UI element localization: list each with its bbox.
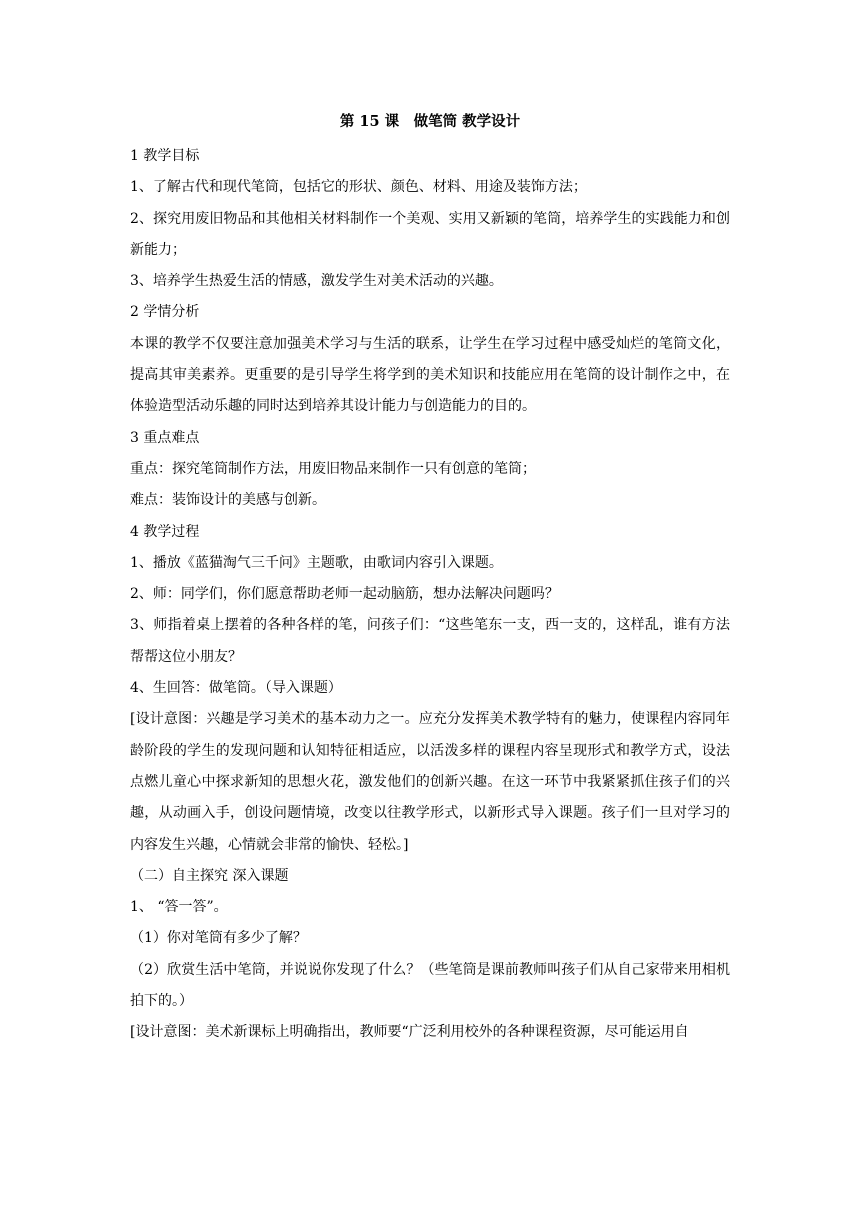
subsection-heading-explore: （二）自主探究 深入课题 xyxy=(130,867,289,884)
student-analysis-paragraph: 本课的教学不仅要注意加强美术学习与生活的联系，让学生在学习过程中感受灿烂的笔筒文化，提高其审美素养。更重要的是引导学生将学到的美术知识和技能应用在笔筒的设计制作之中，在体验造型活动乐趣的同时达到培养其设计能力与创造能力的目的。 xyxy=(130,335,730,415)
section-heading-student-analysis: 2 学情分析 xyxy=(130,304,200,321)
goal-item-1: 1、了解古代和现代笔筒，包括它的形状、颜色、材料、用途及装饰方法； xyxy=(130,179,587,196)
section-heading-teaching-process: 4 教学过程 xyxy=(130,523,200,540)
goal-item-3: 3、培养学生热爱生活的情感，激发学生对美术活动的兴趣。 xyxy=(130,273,503,290)
process-step-4: 4、生回答：做笔筒。（导入课题） xyxy=(130,680,342,697)
process-step-2: 2、师：同学们，你们愿意帮助老师一起动脑筋，想办法解决问题吗？ xyxy=(130,586,559,603)
section-heading-key-points: 3 重点难点 xyxy=(130,429,200,446)
explore-question-1: （1）你对笔筒有多少了解？ xyxy=(130,930,307,947)
design-intent-paragraph-1: [设计意图：兴趣是学习美术的基本动力之一。应充分发挥美术教学特有的魅力，使课程内容同年龄阶段的学生的发现问题和认知特征相适应，以活泼多样的课程内容呈现形式和教学方式，设法点燃儿童心中探求新知的思想火花，激发他们的创新兴趣。在这一环节中我紧紧抓住孩子们的兴趣，从动画入手，创设问题情境，改变以往教学形式，以新形式导入课题。孩子们一旦对学习的内容发生兴趣，心情就会非常的愉快、轻松。] xyxy=(130,711,730,853)
document-title: 第 15 课 做笔筒 教学设计 xyxy=(339,113,521,130)
process-step-3: 3、师指着桌上摆着的各种各样的笔，问孩子们：“这些笔东一支，西一支的，这样乱，谁有方法帮帮这位小朋友？ xyxy=(130,617,730,665)
key-point-paragraph: 重点：探究笔筒制作方法，用废旧物品来制作一只有创意的笔筒； xyxy=(130,460,536,477)
process-step-1: 1、播放《蓝猫淘气三千问》主题歌，由歌词内容引入课题。 xyxy=(130,554,503,571)
design-intent-paragraph-2: [设计意图：美术新课标上明确指出，教师要“广泛利用校外的各种课程资源，尽可能运用自 xyxy=(130,1024,689,1041)
document-body xyxy=(130,141,730,1049)
goal-item-2: 2、探究用废旧物品和其他相关材料制作一个美观、实用又新颖的笔筒，培养学生的实践能力和创新能力； xyxy=(130,210,730,258)
explore-item-1: 1、 “答一答”。 xyxy=(130,899,228,916)
difficulty-paragraph: 难点：装饰设计的美感与创新。 xyxy=(130,492,326,509)
explore-question-2: （2）欣赏生活中笔筒，并说说你发现了什么？（些笔筒是课前教师叫孩子们从自己家带来用相机拍下的。） xyxy=(130,961,730,1010)
section-heading-teaching-goals: 1 教学目标 xyxy=(130,148,200,164)
